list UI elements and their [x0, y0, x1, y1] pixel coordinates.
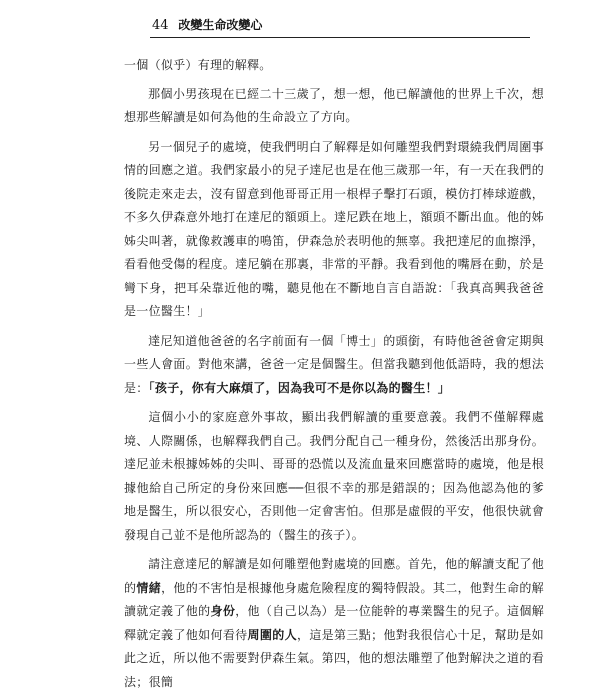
text-run: ，他的不害怕是根據他身處危險程度的獨特假設。其二，他對生命的解讀就定義了他的 [124, 580, 544, 618]
body-text [124, 54, 544, 700]
text-run: 一個（似乎）有理的解釋。 [124, 58, 272, 72]
text-run: 請注意達尼的解讀是如何雕塑他對處境的回應。首先，他的解讀支配了他的 [124, 557, 544, 595]
text-run: 達尼知道他爸爸的名字前面有一個「博士」的頭銜，有時他爸爸會定期與一些人會面。對他來講，爸爸一定是個醫生。但當我聽到他低語時，我的想法是： [124, 333, 544, 395]
emphasis-text: 「孩子，你有大麻煩了，因為我可不是你以為的醫生！」 [148, 380, 451, 395]
header-divider [150, 37, 530, 38]
paragraph [124, 330, 544, 401]
emphasis-text: 身份 [210, 604, 236, 618]
chapter-title: 改變生命改變心 [178, 18, 263, 32]
paragraph [124, 136, 544, 324]
text-run: 那個小男孩現在已經二十三歲了，想一想，他已解讀他的世界上千次，想想那些解讀是如何為他的生命設立了方向。 [124, 86, 544, 124]
paragraph [124, 54, 544, 78]
running-header [152, 17, 262, 34]
text-run: 這個小小的家庭意外事故，顯出我們解讀的重要意義。我們不僅解釋處境、人際關係，也解釋我們自己。我們分配自己一種身份，然後活出那身份。達尼並未根據姊姊的尖叫、哥哥的恐慌以及流血量來回應當時的處境，他是根據他給自己所定的身份來回應──但很不幸的那是錯誤的；因為他認為他的爹地是醫生，所以很安心，否則他一定會害怕。但那是虛假的平安，他很快就會發現自己並不是他所認為的（醫生的孩子）。 [124, 410, 544, 542]
emphasis-text: 周圍的人 [247, 627, 297, 642]
page-number: 44 [152, 18, 169, 33]
paragraph [124, 83, 544, 130]
paragraph [124, 553, 544, 694]
emphasis-text: 情緒 [136, 580, 162, 595]
text-run: ，他（自己以為）是一位能幹的專業醫生的兒子。這個解釋就定義了他如何看待 [124, 604, 544, 642]
paragraph [124, 406, 544, 547]
text-run: ，這是第三點；他對我很信心十足，幫助是如此之近，所以他不需要對伊森生氣。第四，他的想法雕塑了他對解決之道的看法；很簡 [124, 627, 544, 689]
text-run: 另一個兒子的處境，使我們明白了解釋是如何雕塑我們對環繞我們周圍事情的回應之道。我們家最小的兒子達尼也是在他三歲那一年，有一天在我們的後院走來走去，沒有留意到他哥哥正用一根桿子擊打石頭，模仿打棒球遊戲，不多久伊森意外地打在達尼的額頭上。達尼跌在地上，額頭不斷出血。他的姊姊尖叫著，就像救護車的鳴笛，伊森急於表明他的無辜。我把達尼的血擦淨，看看他受傷的程度。達尼躺在那裏，非常的平靜。我看到他的嘴唇在動，於是彎下身，把耳朵靠近他的嘴，聽見他在不斷地自言自語說：「我真高興我爸爸是一位醫生！」 [124, 139, 544, 318]
